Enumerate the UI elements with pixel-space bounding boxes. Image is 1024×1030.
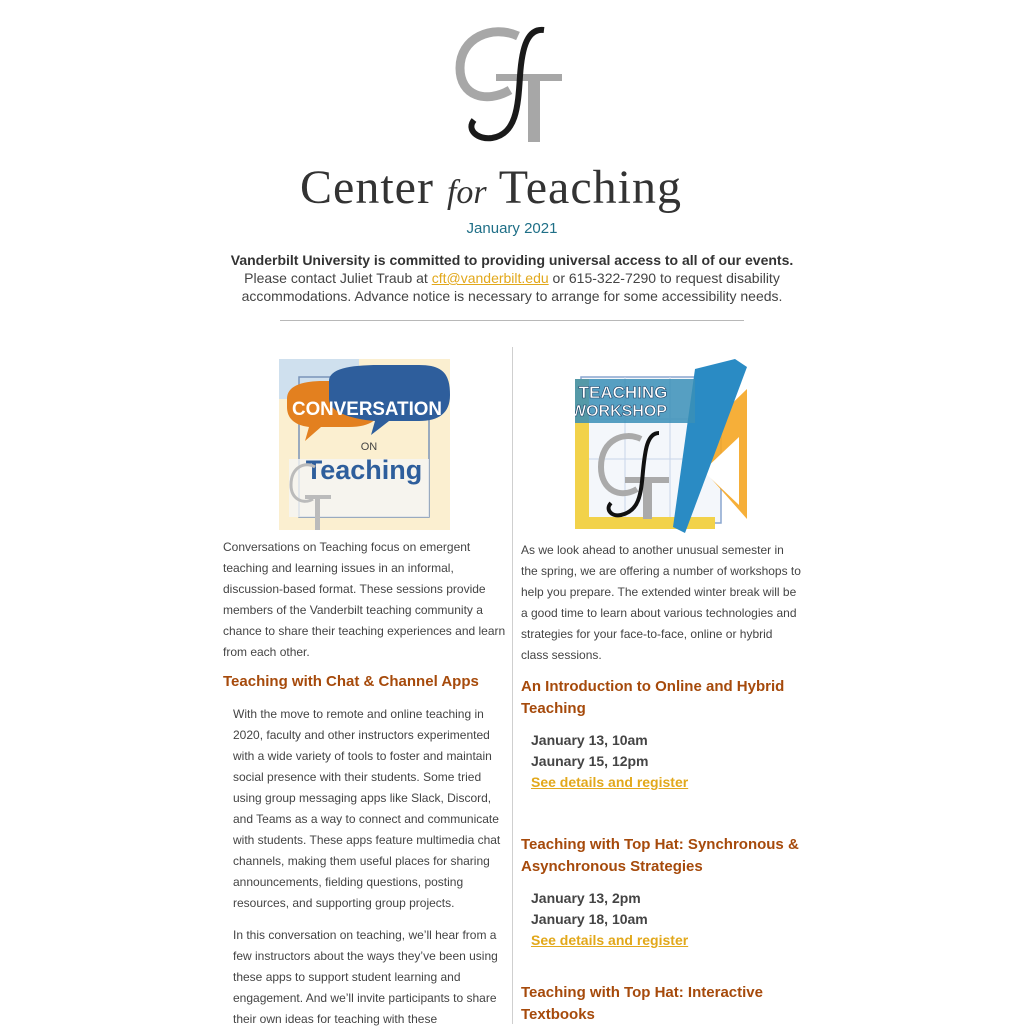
accessibility-statement: Vanderbilt University is committed to providing universal access to all of our events. (230, 252, 794, 268)
image-text-on: ON (360, 441, 378, 453)
event-date: January 13, 2pm (531, 890, 641, 906)
chat-apps-heading: Teaching with Chat & Channel Apps (223, 673, 479, 690)
teaching-workshop-image (575, 359, 747, 533)
image-text-conversation: CONVERSATION (292, 399, 442, 420)
event-title: Teaching with Top Hat: Interactive Textbooks (521, 984, 763, 1023)
cft-monogram-icon (296, 26, 728, 156)
event-title: An Introduction to Online and Hybrid Teaching (521, 678, 785, 717)
chat-apps-paragraph-2: In this conversation on teaching, we’ll hear from a few instructors about the ways they’ve been using these apps to support student learning and engagement. And we’ll invite participants to share their own ideas for teaching with these (233, 928, 498, 1026)
contact-prefix: Please contact Juliet Traub at (244, 270, 432, 286)
chat-apps-paragraph-1: With the move to remote and online teaching in 2020, faculty and other instructors experimented with a wide variety of tools to foster and maintain social presence with their students. Some tried using group messaging apps like Slack, Discord, and Teams as a way to connect and communicate with students. These apps feature multimedia chat channels, making them useful places for sharing announcements, fielding questions, posting resources, and supporting group projects. (233, 707, 501, 910)
event-dates (531, 888, 801, 951)
image-text-teaching: Teaching (305, 455, 423, 485)
cft-logo (296, 26, 728, 214)
accessibility-contact (210, 269, 814, 305)
logo-word-teaching: Teaching (498, 161, 682, 214)
register-link[interactable]: See details and register (531, 774, 689, 790)
column-divider (512, 347, 513, 1024)
event-title: Teaching with Top Hat: Synchronous & Asynchronous Strategies (521, 836, 799, 875)
register-link[interactable]: See details and register (531, 932, 689, 948)
event-date: Jaunary 15, 12pm (531, 753, 649, 769)
header-divider (280, 320, 744, 321)
logo-word-center: Center (300, 161, 434, 214)
event-date: January 18, 10am (531, 911, 648, 927)
event-top-hat-textbooks (521, 982, 801, 1026)
image-text-teaching: TEACHING (578, 383, 668, 402)
email-link[interactable]: cft@vanderbilt.edu (431, 270, 549, 286)
conversations-intro: Conversations on Teaching focus on emergent teaching and learning issues in an informal, discussion-based format. These sessions provide members of the Vanderbilt teaching community a chance to share their teaching experiences and learn from each other. (223, 540, 506, 659)
conversation-on-teaching-image (279, 359, 450, 530)
accessibility-notice (210, 251, 814, 305)
workshops-intro: As we look ahead to another unusual semester in the spring, we are offering a number of workshops to help you prepare. The extended winter break will be a good time to learn about various technologies and strategies for your face-to-face, online or hybrid class sessions. (521, 543, 801, 662)
event-top-hat-sync (521, 834, 801, 951)
logo-wordmark (300, 161, 730, 217)
image-text-workshop: WORKSHOP (575, 403, 667, 420)
contact-suffix: or 615-322-7290 to request disability accommodations. Advance notice is necessary to arrange for some accessibility needs. (241, 270, 783, 304)
event-dates (531, 730, 801, 793)
logo-word-for: for (446, 174, 487, 211)
newsletter-date: January 2021 (466, 220, 558, 237)
event-online-hybrid (521, 676, 801, 793)
event-date: January 13, 10am (531, 732, 648, 748)
